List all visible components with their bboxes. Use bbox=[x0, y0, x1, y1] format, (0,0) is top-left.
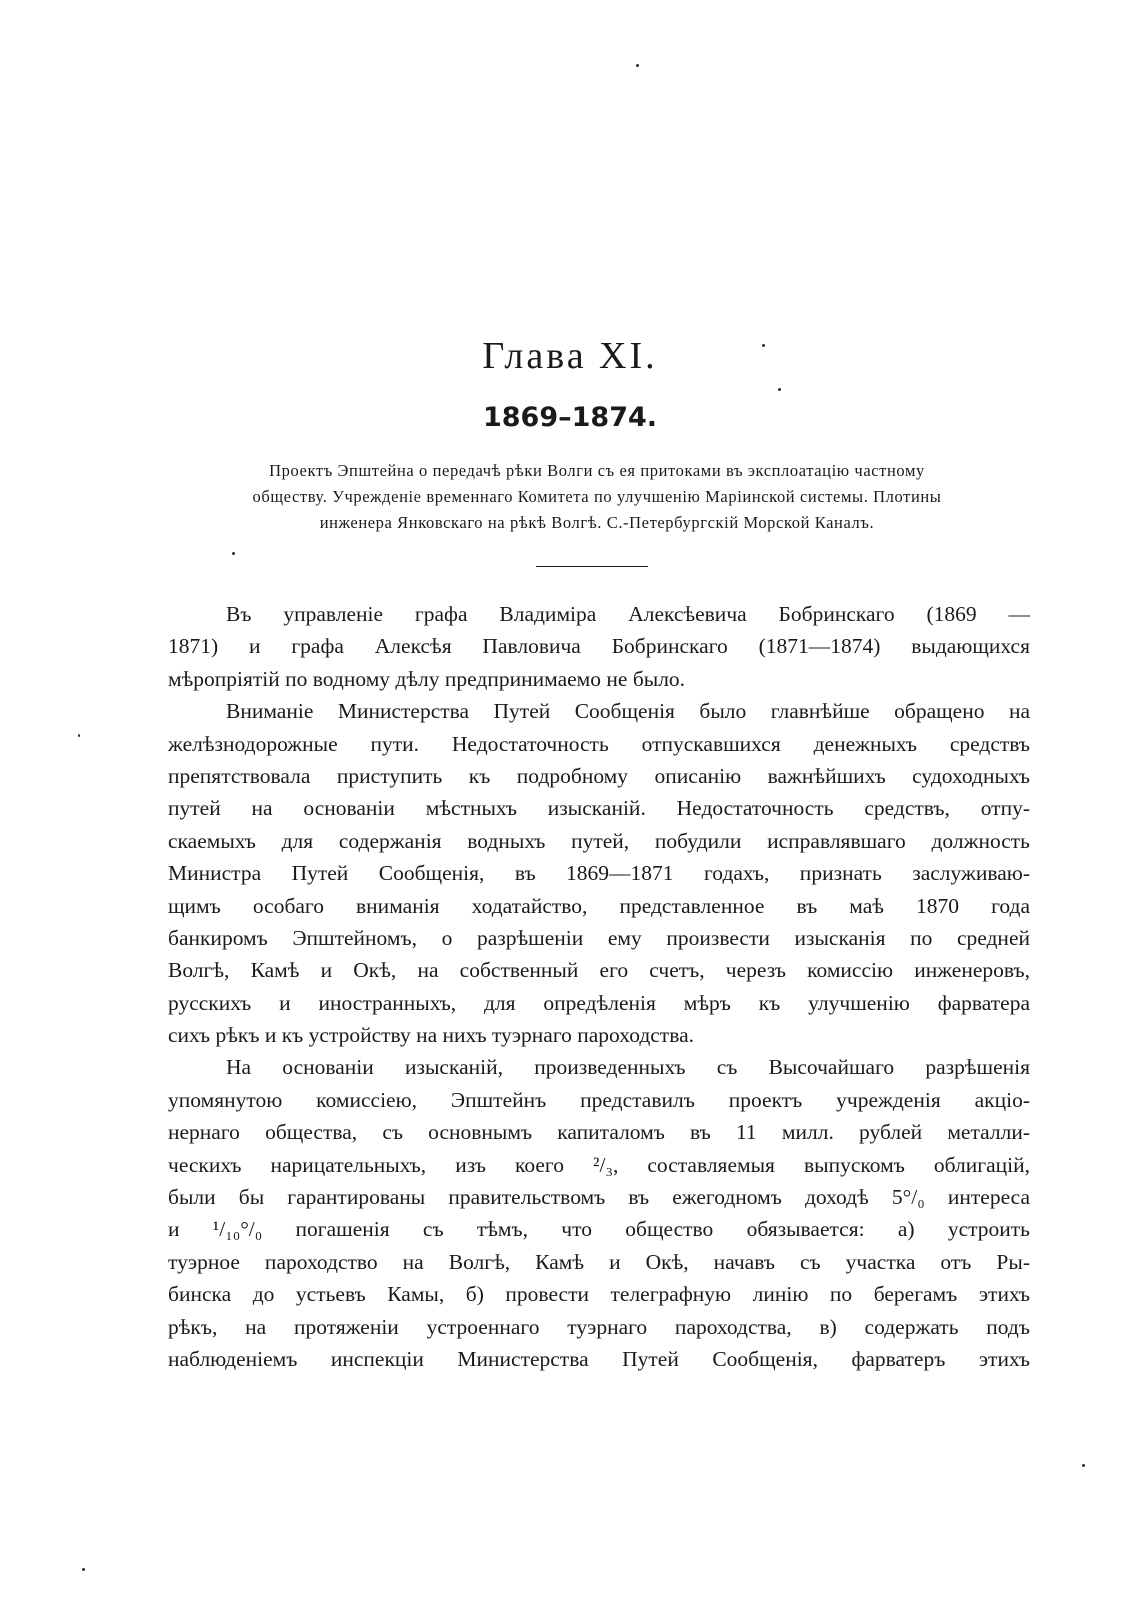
scan-speck bbox=[778, 388, 781, 391]
text-line: Вниманіе Министерства Путей Сообщенія было главнѣйше обращено на bbox=[226, 699, 1030, 724]
text-line: препятствовала приступить къ подробному описанію важнѣйшихъ судоходныхъ bbox=[168, 763, 1030, 788]
text-line: рѣкъ, на протяженіи устроеннаго туэрнаго пароходства, в) содержать подъ bbox=[168, 1314, 1030, 1339]
text-line: были бы гарантированы правительствомъ въ ежегодномъ доходѣ 5°/₀ интереса bbox=[168, 1185, 1030, 1210]
text-line: нернаго общества, съ основнымъ капиталомъ въ 11 милл. рублей металли- bbox=[168, 1120, 1030, 1145]
paragraph bbox=[168, 598, 1030, 695]
text-line: и ¹/₁₀°/₀ погашенія съ тѣмъ, что общество обязывается: а) устроить bbox=[168, 1217, 1030, 1242]
summary-line: Проектъ Эпштейна о передачѣ рѣки Волги съ ея притоками въ эксплоатацію частному bbox=[269, 461, 925, 480]
text-line: Въ управленіе графа Владиміра Алексѣевича Бобринскаго (1869 — bbox=[226, 602, 1030, 626]
text-line: 1871) и графа Алексѣя Павловича Бобринскаго (1871—1874) выдающихся bbox=[168, 634, 1030, 659]
text-line: наблюденіемъ инспекціи Министерства Путей Сообщенія, фарватеръ этихъ bbox=[168, 1346, 1030, 1371]
text-line: желѣзнодорожные пути. Недостаточность отпускавшихся денежныхъ средствъ bbox=[168, 731, 1030, 756]
chapter-years: 1869–1874. bbox=[482, 402, 658, 433]
section-divider bbox=[536, 566, 648, 567]
text-line: русскихъ и иностранныхъ, для опредѣленія мѣръ къ улучшенію фарватера bbox=[168, 990, 1030, 1015]
scan-speck bbox=[82, 1568, 85, 1571]
text-line: скаемыхъ для содержанія водныхъ путей, побудили исправлявшаго должность bbox=[168, 828, 1030, 853]
text-line: На основаніи изысканій, произведенныхъ съ Высочайшаго разрѣшенія bbox=[226, 1055, 1030, 1080]
text-line: Министра Путей Сообщенія, въ 1869—1871 годахъ, признать заслуживаю- bbox=[168, 861, 1030, 886]
text-line: щимъ особаго вниманія ходатайство, представленное въ маѣ 1870 года bbox=[168, 893, 1030, 918]
chapter-title: Глава XI. bbox=[482, 335, 658, 377]
text-line: туэрное пароходство на Волгѣ, Камѣ и Окѣ, начавъ съ участка отъ Ры- bbox=[168, 1249, 1030, 1274]
paragraph bbox=[168, 1051, 1030, 1375]
text-line: ческихъ нарицательныхъ, изъ коего ²/₃, составляемыя выпускомъ облигацій, bbox=[168, 1152, 1030, 1177]
scan-speck bbox=[636, 64, 639, 67]
paragraph bbox=[168, 695, 1030, 1051]
summary-line: обществу. Учрежденіе временнаго Комитета по улучшенію Маріинской системы. Плотины bbox=[252, 487, 942, 506]
text-line: банкиромъ Эпштейномъ, о разрѣшеніи ему произвести изысканія по средней bbox=[168, 925, 1030, 950]
text-line: упомянутою комиссіею, Эпштейнъ представилъ проектъ учрежденія акціо- bbox=[168, 1087, 1030, 1112]
text-line: путей на основаніи мѣстныхъ изысканій. Недостаточность средствъ, отпу- bbox=[168, 796, 1030, 821]
text-line: мѣропріятій по водному дѣлу предпринимаемо не было. bbox=[168, 666, 686, 691]
text-line: сихъ рѣкъ и къ устройству на нихъ туэрнаго пароходства. bbox=[168, 1023, 694, 1048]
scan-speck bbox=[78, 734, 80, 737]
text-line: Волгѣ, Камѣ и Окѣ, на собственный его счетъ, черезъ комиссію инженеровъ, bbox=[168, 958, 1030, 983]
scan-speck bbox=[232, 552, 235, 555]
scan-speck bbox=[762, 344, 765, 347]
body-text bbox=[168, 598, 1030, 1375]
summary-line: инженера Янковскаго на рѣкѣ Волгѣ. С.-Петербургскій Морской Каналъ. bbox=[319, 513, 875, 532]
chapter-summary bbox=[168, 458, 1026, 536]
scan-speck bbox=[1082, 1464, 1085, 1467]
text-line: бинска до устьевъ Камы, б) провести телеграфную линію по берегамъ этихъ bbox=[168, 1282, 1030, 1307]
